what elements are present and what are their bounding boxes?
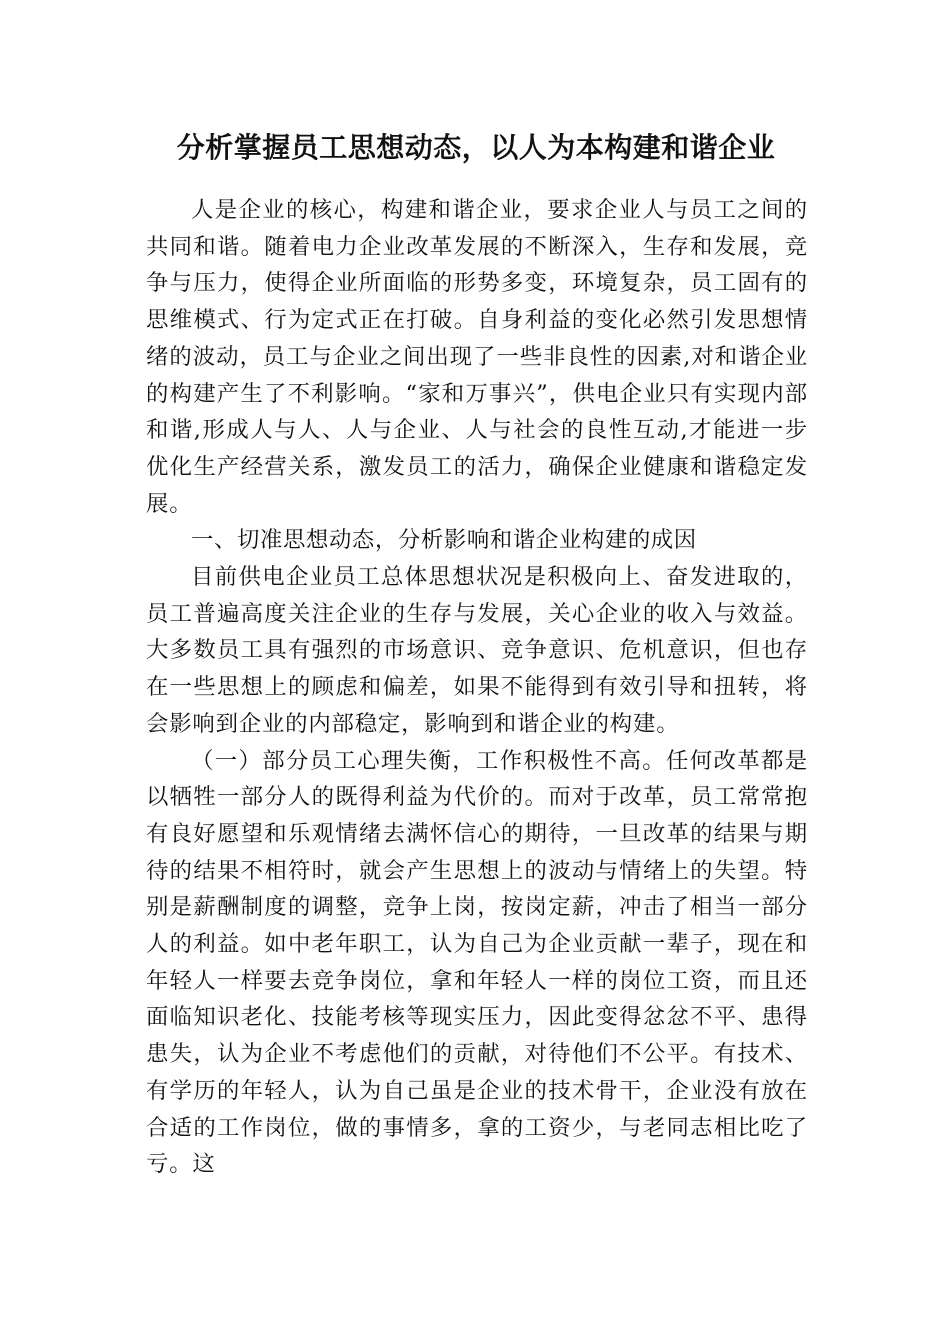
document-title: 分析掌握员工思想动态，以人为本构建和谐企业 xyxy=(176,131,776,164)
paragraph-intro: 人是企业的核心，构建和谐企业，要求企业人与员工之间的共同和谐。随着电力企业改革发展的不断深入，生存和发展，竞争与压力，使得企业所面临的形势多变，环境复杂，员工固有的思维模式、行为定式正在打破。自身利益的变化必然引发思想情绪的波动，员工与企业之间出现了一些非良性的因素,对和谐企业的构建产生了不利影响。“家和万事兴”，供电企业只有实现内部和谐,形成人与人、人与企业、人与社会的良性互动,才能进一步优化生产经营关系，激发员工的活力，确保企业健康和谐稳定发展。 xyxy=(146,197,808,517)
section-heading-1: 一、切准思想动态，分析影响和谐企业构建的成因 xyxy=(191,527,697,554)
document-body xyxy=(146,192,808,1183)
paragraph-subsection-1: （一）部分员工心理失衡，工作积极性不高。任何改革都是以牺牲一部分人的既得利益为代价的。而对于改革，员工常常抱有良好愿望和乐观情绪去满怀信心的期待，一旦改革的结果与期待的结果不相符时，就会产生思想上的波动与情绪上的失望。特别是薪酬制度的调整，竞争上岗，按岗定薪，冲击了相当一部分人的利益。如中老年职工，认为自己为企业贡献一辈子，现在和年轻人一样要去竞争岗位，拿和年轻人一样的岗位工资，而且还面临知识老化、技能考核等现实压力，因此变得忿忿不平、患得患失，认为企业不考虑他们的贡献，对待他们不公平。有技术、有学历的年轻人，认为自己虽是企业的技术骨干，企业没有放在合适的工作岗位，做的事情多，拿的工资少，与老同志相比吃了亏。这 xyxy=(146,747,808,1178)
paragraph-overview: 目前供电企业员工总体思想状况是积极向上、奋发进取的，员工普遍高度关注企业的生存与发展，关心企业的收入与效益。大多数员工具有强烈的市场意识、竞争意识、危机意识，但也存在一些思想上的顾虑和偏差，如果不能得到有效引导和扭转，将会影响到企业的内部稳定，影响到和谐企业的构建。 xyxy=(146,564,808,737)
